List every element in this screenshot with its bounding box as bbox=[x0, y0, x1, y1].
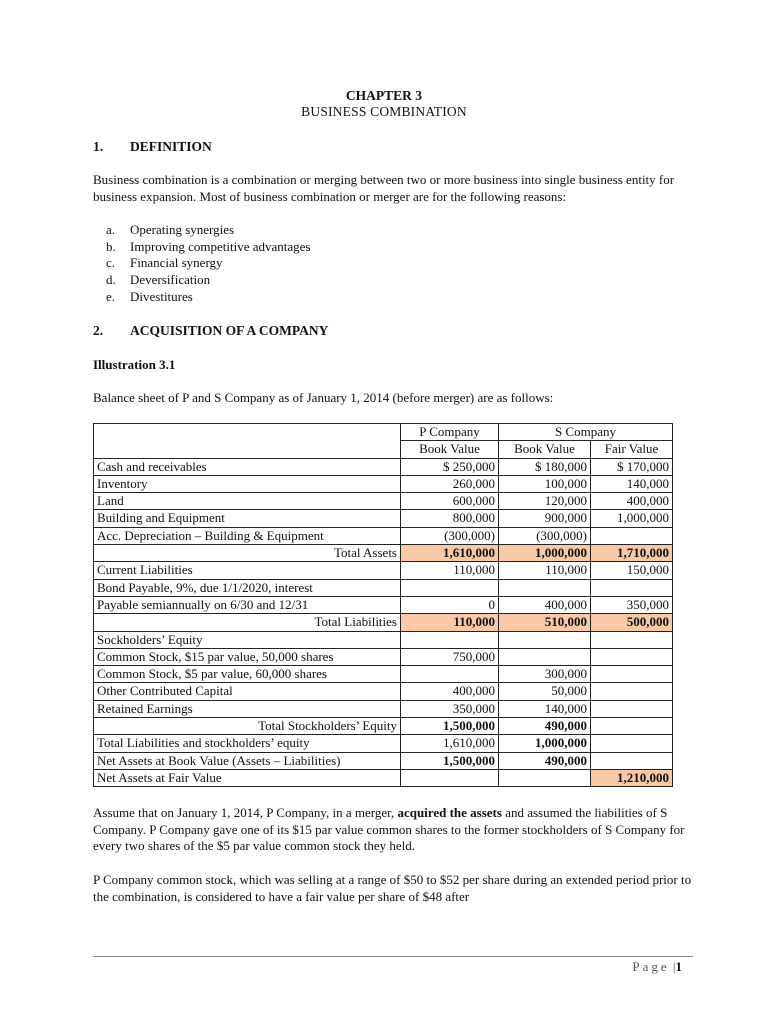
row-label: Cash and receivables bbox=[94, 458, 401, 475]
p-company-header: P Company bbox=[401, 424, 499, 441]
s-book-cell bbox=[499, 631, 591, 648]
merger-text-end: and assumed the liabilities of S Company. P Company gave one of its $15 par value common shares to the former stockholders of S Company for every two shares of the $5 par value common stock they held. bbox=[93, 805, 685, 854]
p-book-cell: 260,000 bbox=[401, 475, 499, 492]
s-fair-cell: 350,000 bbox=[591, 596, 673, 613]
s-fair-cell bbox=[591, 631, 673, 648]
s-book-cell bbox=[499, 648, 591, 665]
table-row bbox=[94, 458, 673, 475]
illustration-label: Illustration 3.1 bbox=[93, 357, 176, 372]
s-book-cell: 140,000 bbox=[499, 700, 591, 717]
table-row-total-assets bbox=[94, 545, 673, 562]
section-2-heading bbox=[93, 323, 328, 339]
s-fair-cell bbox=[591, 579, 673, 596]
s-book-cell: 400,000 bbox=[499, 596, 591, 613]
row-label: Land bbox=[94, 493, 401, 510]
s-book-cell: 1,000,000 bbox=[499, 545, 591, 562]
s-book-value-header: Book Value bbox=[499, 441, 591, 458]
s-book-cell: 120,000 bbox=[499, 493, 591, 510]
table-row bbox=[94, 579, 673, 596]
table-row bbox=[94, 683, 673, 700]
p-book-cell: 0 bbox=[401, 596, 499, 613]
list-item bbox=[106, 289, 311, 306]
section-2-title: ACQUISITION OF A COMPANY bbox=[130, 323, 329, 338]
s-book-cell: 510,000 bbox=[499, 614, 591, 631]
row-label: Sockholders’ Equity bbox=[94, 631, 401, 648]
s-fair-cell: $ 170,000 bbox=[591, 458, 673, 475]
table-row bbox=[94, 648, 673, 665]
row-label: Common Stock, $5 par value, 60,000 shares bbox=[94, 666, 401, 683]
list-marker: a. bbox=[106, 222, 116, 237]
p-book-cell: 1,610,000 bbox=[401, 735, 499, 752]
s-fair-cell bbox=[591, 648, 673, 665]
s-fair-cell: 150,000 bbox=[591, 562, 673, 579]
s-fair-cell bbox=[591, 718, 673, 735]
p-book-cell: 400,000 bbox=[401, 683, 499, 700]
page-number: 1 bbox=[675, 959, 682, 974]
table-row bbox=[94, 510, 673, 527]
stock-paragraph: P Company common stock, which was selling at a range of $50 to $52 per share during an extended period prior to the combination, is considered to have a fair value per share of $48 after bbox=[93, 872, 692, 904]
row-label: Total Stockholders’ Equity bbox=[94, 718, 401, 735]
table-row bbox=[94, 562, 673, 579]
page-separator: | bbox=[672, 959, 676, 974]
row-label: Retained Earnings bbox=[94, 700, 401, 717]
s-book-cell: 900,000 bbox=[499, 510, 591, 527]
s-fair-cell: 140,000 bbox=[591, 475, 673, 492]
row-label: Other Contributed Capital bbox=[94, 683, 401, 700]
s-fair-cell bbox=[591, 683, 673, 700]
table-header-blank bbox=[94, 441, 401, 458]
p-book-cell bbox=[401, 666, 499, 683]
table-header-row bbox=[94, 424, 673, 441]
row-label: Total Liabilities bbox=[94, 614, 401, 631]
s-book-cell: 1,000,000 bbox=[499, 735, 591, 752]
table-row bbox=[94, 666, 673, 683]
s-book-cell: 490,000 bbox=[499, 752, 591, 769]
list-item-text: Improving competitive advantages bbox=[130, 238, 311, 254]
section-1-title: DEFINITION bbox=[130, 139, 212, 154]
p-book-cell: $ 250,000 bbox=[401, 458, 499, 475]
list-item-text: Financial synergy bbox=[130, 255, 223, 271]
chapter-title: CHAPTER 3 bbox=[345, 88, 423, 103]
list-item bbox=[106, 239, 311, 256]
balance-sheet-table bbox=[93, 423, 673, 787]
row-label: Net Assets at Fair Value bbox=[94, 769, 401, 786]
p-book-cell: 1,500,000 bbox=[401, 718, 499, 735]
page-label: Page bbox=[632, 959, 670, 974]
section-1-number: 1. bbox=[93, 139, 104, 154]
merger-paragraph bbox=[93, 805, 693, 855]
table-subheader-row bbox=[94, 441, 673, 458]
list-item bbox=[106, 222, 311, 239]
s-book-cell: 100,000 bbox=[499, 475, 591, 492]
p-book-cell: 1,500,000 bbox=[401, 752, 499, 769]
list-item bbox=[106, 255, 311, 272]
row-label: Total Liabilities and stockholders’ equity bbox=[94, 735, 401, 752]
p-book-cell: 600,000 bbox=[401, 493, 499, 510]
list-item-text: Operating synergies bbox=[130, 222, 235, 237]
s-book-cell: $ 180,000 bbox=[499, 458, 591, 475]
p-book-cell: 1,610,000 bbox=[401, 545, 499, 562]
s-book-cell: 490,000 bbox=[499, 718, 591, 735]
table-row bbox=[94, 475, 673, 492]
table-row bbox=[94, 493, 673, 510]
table-row-total-liabilities bbox=[94, 614, 673, 631]
row-label: Total Assets bbox=[94, 545, 401, 562]
list-marker: b. bbox=[106, 238, 116, 254]
row-label: Acc. Depreciation – Building & Equipment bbox=[94, 527, 401, 544]
table-row bbox=[94, 700, 673, 717]
table-row bbox=[94, 527, 673, 544]
merger-text-start: Assume that on January 1, 2014, P Company, in a merger, bbox=[93, 805, 398, 820]
s-book-cell: (300,000) bbox=[499, 527, 591, 544]
table-header-blank bbox=[94, 424, 401, 441]
row-label: Net Assets at Book Value (Assets – Liabilities) bbox=[94, 752, 401, 769]
p-book-cell: 800,000 bbox=[401, 510, 499, 527]
s-fair-cell: 400,000 bbox=[591, 493, 673, 510]
list-marker: e. bbox=[106, 288, 116, 304]
s-book-cell: 110,000 bbox=[499, 562, 591, 579]
p-book-value-header: Book Value bbox=[401, 441, 499, 458]
s-fair-cell bbox=[591, 527, 673, 544]
row-label: Common Stock, $15 par value, 50,000 shares bbox=[94, 648, 401, 665]
s-fair-cell bbox=[591, 666, 673, 683]
page-footer bbox=[632, 959, 682, 975]
table-row bbox=[94, 752, 673, 769]
section-2-number: 2. bbox=[93, 323, 104, 338]
s-fair-cell bbox=[591, 700, 673, 717]
definition-paragraph: Business combination is a combination or merging between two or more business into single business entity for business expansion. Most of business combination or merger are for the following reasons: bbox=[93, 172, 675, 204]
table-row-net-assets-fair bbox=[94, 769, 673, 786]
balance-sheet-intro: Balance sheet of P and S Company as of January 1, 2014 (before merger) are as follows: bbox=[93, 390, 554, 405]
row-label: Current Liabilities bbox=[94, 562, 401, 579]
s-fair-cell: 1,000,000 bbox=[591, 510, 673, 527]
s-fair-cell bbox=[591, 735, 673, 752]
list-item-text: Deversification bbox=[130, 272, 211, 288]
p-book-cell bbox=[401, 631, 499, 648]
p-book-cell: 350,000 bbox=[401, 700, 499, 717]
merger-text-bold: acquired the assets bbox=[397, 805, 502, 820]
p-book-cell: 110,000 bbox=[401, 614, 499, 631]
s-fair-cell bbox=[591, 752, 673, 769]
s-fair-cell: 1,210,000 bbox=[591, 769, 673, 786]
p-book-cell: 750,000 bbox=[401, 648, 499, 665]
s-book-cell bbox=[499, 579, 591, 596]
p-book-cell bbox=[401, 579, 499, 596]
row-label: Building and Equipment bbox=[94, 510, 401, 527]
footer-rule bbox=[93, 956, 693, 957]
list-item-text: Divestitures bbox=[130, 288, 193, 304]
row-label: Inventory bbox=[94, 475, 401, 492]
s-company-header: S Company bbox=[499, 424, 673, 441]
list-marker: d. bbox=[106, 272, 116, 288]
table-row bbox=[94, 631, 673, 648]
s-book-cell bbox=[499, 769, 591, 786]
list-item bbox=[106, 272, 311, 289]
row-label: Payable semiannually on 6/30 and 12/31 bbox=[94, 596, 401, 613]
s-book-cell: 300,000 bbox=[499, 666, 591, 683]
list-marker: c. bbox=[106, 255, 116, 271]
section-1-heading bbox=[93, 139, 212, 155]
s-fair-cell: 500,000 bbox=[591, 614, 673, 631]
p-book-cell: (300,000) bbox=[401, 527, 499, 544]
p-book-cell: 110,000 bbox=[401, 562, 499, 579]
reasons-list bbox=[106, 222, 311, 306]
row-label: Bond Payable, 9%, due 1/1/2020, interest bbox=[94, 579, 401, 596]
table-row-total-equity bbox=[94, 718, 673, 735]
table-row bbox=[94, 735, 673, 752]
s-fair-value-header: Fair Value bbox=[591, 441, 673, 458]
table-row bbox=[94, 596, 673, 613]
chapter-subtitle: BUSINESS COMBINATION bbox=[301, 104, 467, 119]
s-book-cell: 50,000 bbox=[499, 683, 591, 700]
s-fair-cell: 1,710,000 bbox=[591, 545, 673, 562]
p-book-cell bbox=[401, 769, 499, 786]
